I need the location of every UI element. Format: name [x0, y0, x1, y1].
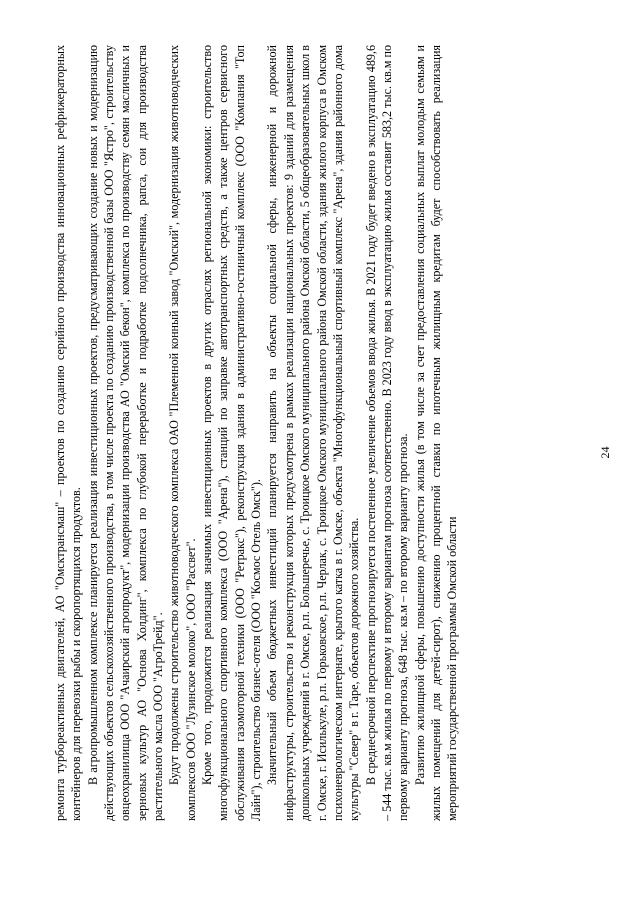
paragraph-livestock: Будут продолжены строительство животноводческого комплекса ОАО "Племенной конный завод "Омский", модернизация животноводческих комплексов ООО "Лузинское молоко", ООО "Рассвет". — [167, 45, 198, 821]
paragraph-other-industries: Кроме того, продолжится реализация значимых инвестиционных проектов в других отраслях региональной экономики: строительство многофункционального спортивного комплекса (ООО "Арена"), станций по заправке автотранспортных средств, а также центров сервисного обслуживания газомоторной техники (ООО "Ретракс"), реконструкция здания в административно-гостиничный комплекс (ООО "Компания "Топ Лайн"), строительство бизнес-отеля (ООО "Космос Отель Омск"). — [200, 45, 264, 821]
paragraph-industry-continued: ремонта турбореактивных двигателей, АО "Омсктрансмаш" – проектов по созданию серийного производства инновационных рефрижераторных контейнеров для перевозки рыбы и скоропортящихся продуктов. — [53, 45, 84, 821]
paragraph-housing-development: Развитию жилищной сферы, повышению доступности жилья (в том числе за счет предоставления социальных выплат молодым семьям и жилых помещений для детей-сирот), снижению процентной ставки по ипотечным жилищным кредитам будет способствовать реализация мероприятий государственной программы Омской области — [412, 45, 460, 821]
page-number: 24 — [598, 446, 612, 459]
document-body — [52, 45, 577, 821]
paragraph-housing-forecast: В среднесрочной перспективе прогнозируется постепенное увеличение объемов ввода жилья. В 2021 году будет введено в эксплуатацию 489,6 – 544 тыс. кв.м жилья по первому и второму вариантам прогноза соответственно. В 2023 году ввод в эксплуатацию жилья составит 583,2 тыс. кв.м по первому варианту прогноза, 648 тыс. кв.м – по второму варианту прогноза. — [363, 45, 411, 821]
paragraph-budget-investments: Значительный объем бюджетных инвестиций планируется направить на объекты социальной сферы, инженерной и дорожной инфраструктуры, строительство и реконструкция которых предусмотрена в рамках реализации национальных проектов: 9 зданий для размещения дошкольных учреждений в г. Омске, р.п. Большеречье, с. Троицкое Омского муниципального района Омской области, 5 общеобразовательных школ в г. Омске, г. Исилькуле, р.п. Горьковское, р.п. Черлак, с. Троицкое Омского муниципального района Омской области, здания жилого корпуса в Омском психоневрологическом интернате, крытого катка в г. Омске, объекта "Многофункциональный спортивный комплекс "Арена", здания районного дома культуры "Север" в г. Таре, объектов дорожного хозяйства. — [265, 45, 362, 821]
paragraph-agro-projects: В агропромышленном комплексе планируется реализация инвестиционных проектов, предусматривающих создание новых и модернизацию действующих объектов сельскохозяйственного производства, в том числе проекта по созданию производственной базы ООО "Ястро", строительству овцеохранилища ООО "Ачаирский агропродукт", модернизации производства АО "Омский бекон", комплекса по производству семян масличных и зерновых культур АО "Основа Холдинг", комплекса по глубокой переработке и подработке подсолнечника, рапса, сои для производства растительного масла ООО "АгроТрейд". — [85, 45, 166, 821]
